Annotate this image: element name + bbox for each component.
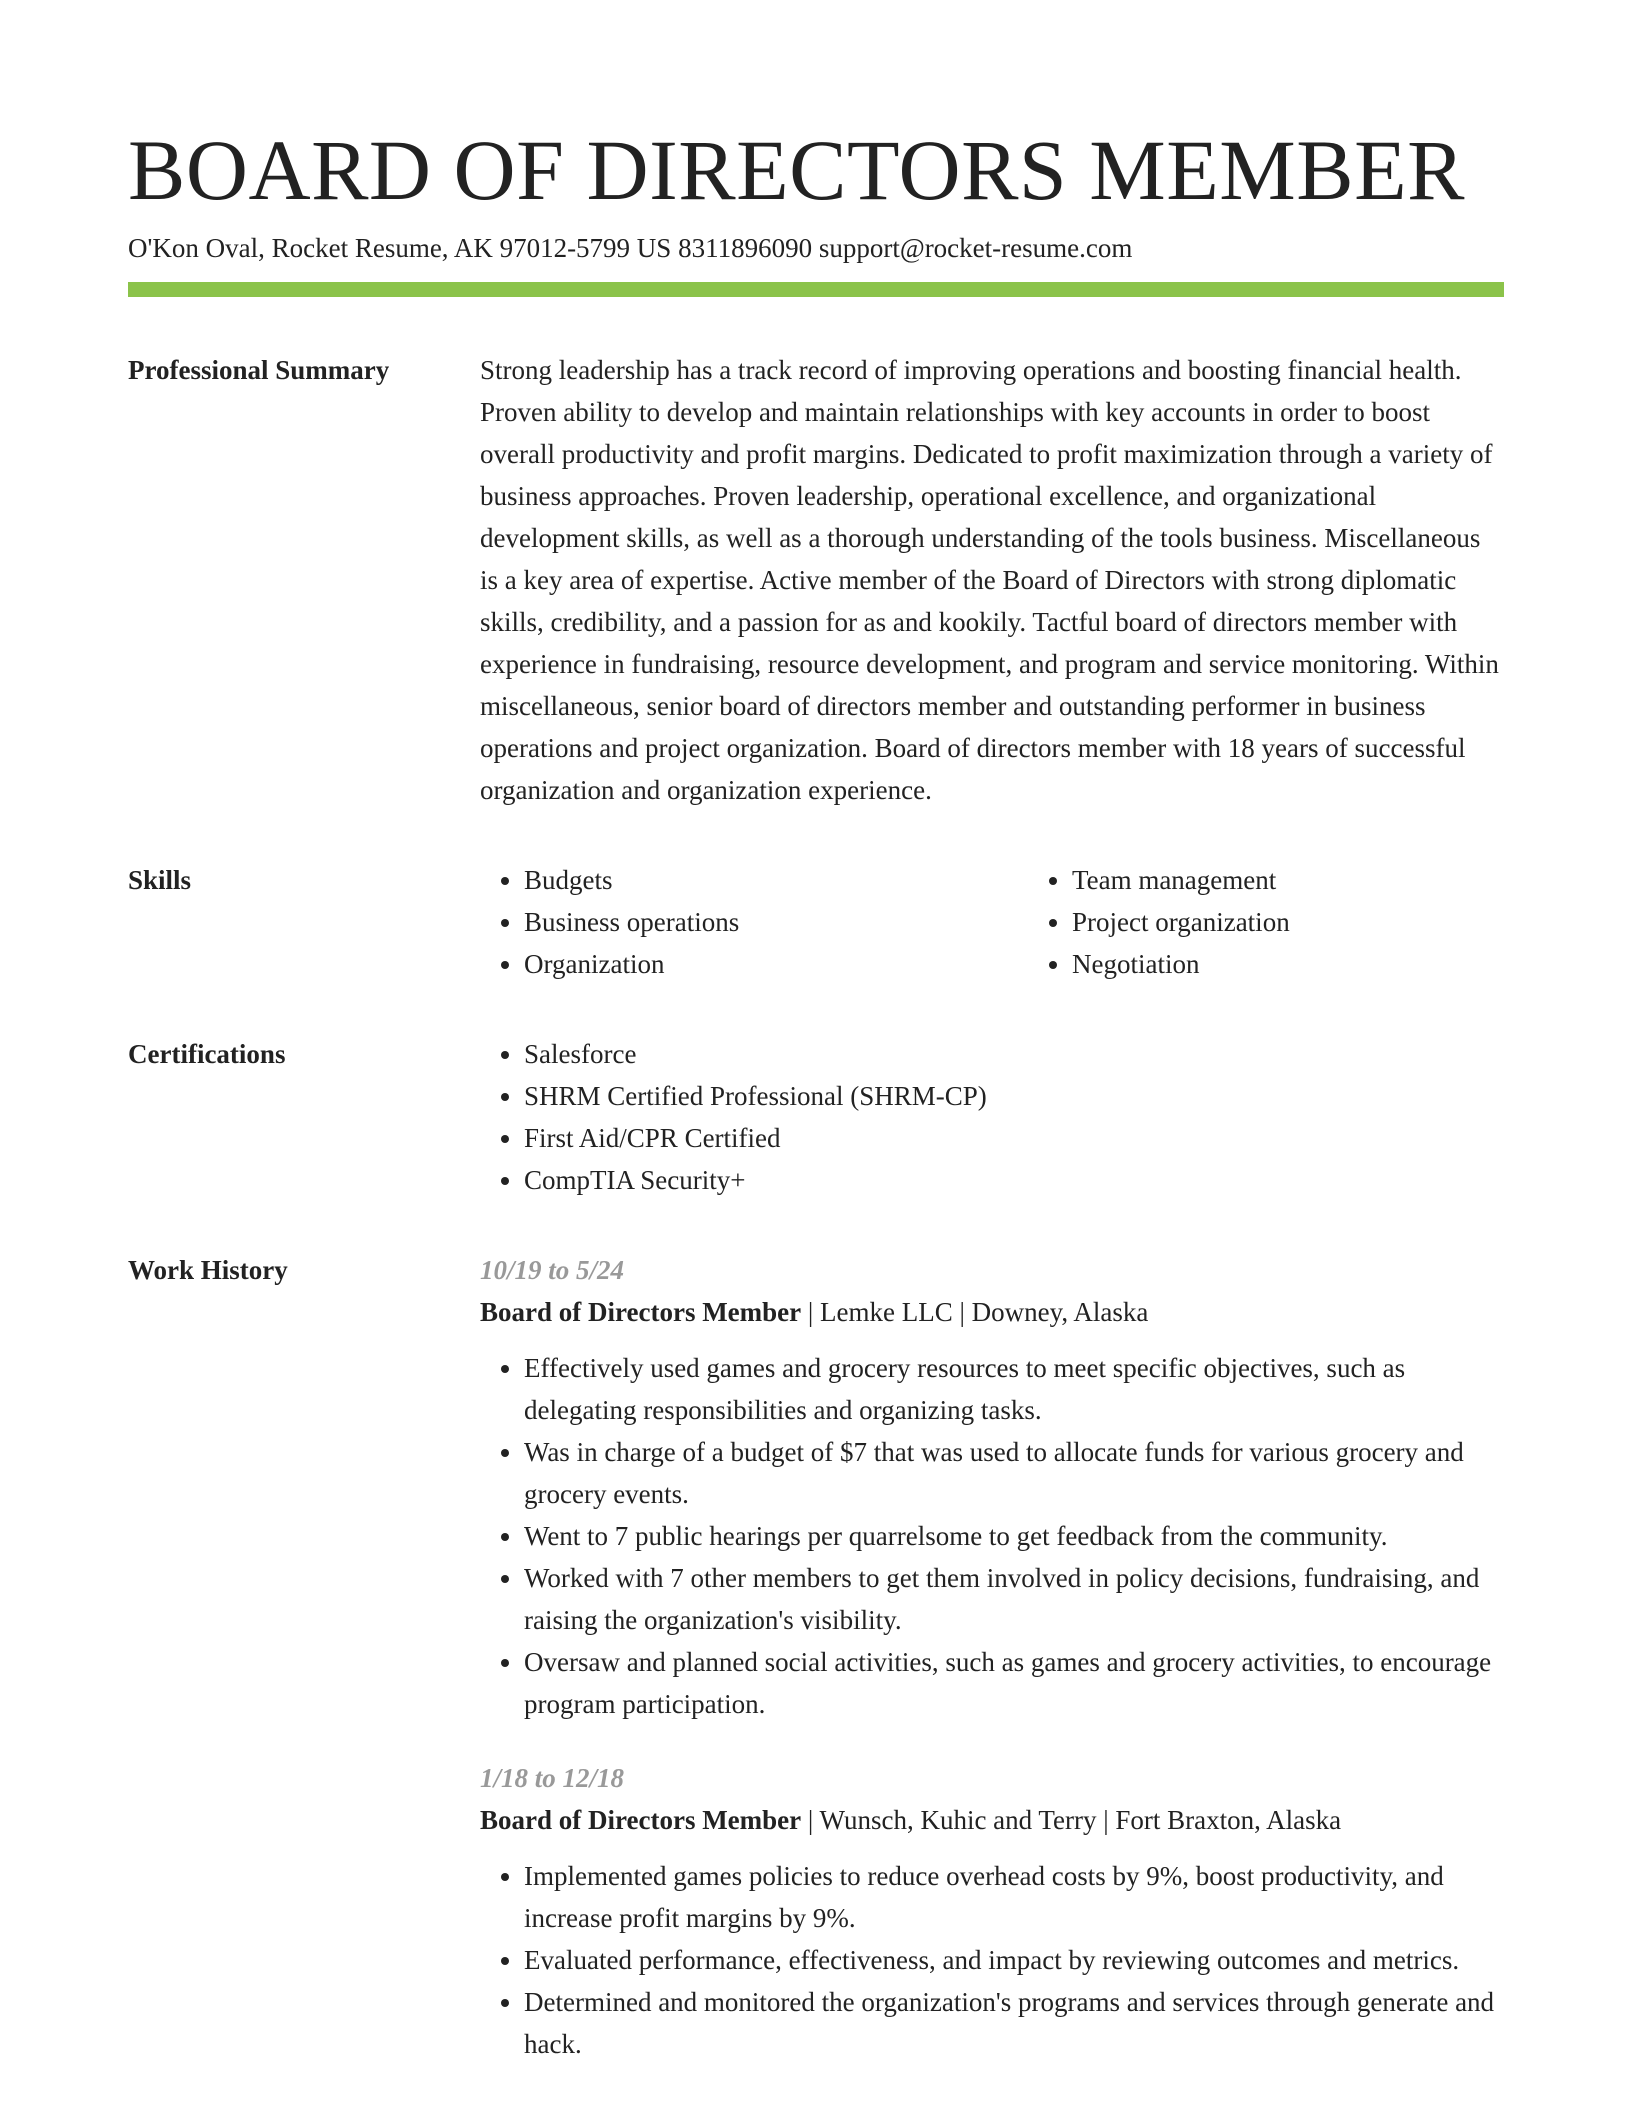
job-dates: 10/19 to 5/24 xyxy=(480,1255,625,1285)
job-bullet: • Worked with 7 other members to get them involved in policy decisions, fundraising, and raising the organization's visibility. xyxy=(524,1557,1504,1641)
job-heading xyxy=(480,1799,1504,1841)
header-divider xyxy=(128,282,1504,297)
work-history-section xyxy=(128,1249,1504,2065)
job-bullet: • Determined and monitored the organization's programs and services through generate and hack. xyxy=(524,1981,1504,2065)
section-label-summary: Professional Summary xyxy=(128,355,390,385)
job-bullet: • Oversaw and planned social activities, such as games and grocery activities, to encourage program participation. xyxy=(524,1641,1504,1725)
job-bullet: • Implemented games policies to reduce overhead costs by 9%, boost productivity, and increase profit margins by 9%. xyxy=(524,1855,1504,1939)
job-title: Board of Directors Member xyxy=(480,1297,802,1327)
job-entry xyxy=(480,1757,1504,2065)
job-bullet: • Went to 7 public hearings per quarrelsome to get feedback from the community. xyxy=(524,1515,1504,1557)
skill-item: • Team management xyxy=(1072,859,1576,901)
certifications-list xyxy=(480,1033,1504,1201)
job-details: | Lemke LLC | Downey, Alaska xyxy=(801,1297,1149,1327)
skill-item: • Budgets xyxy=(524,859,1028,901)
skills-section xyxy=(128,859,1504,985)
contact-line xyxy=(128,230,1504,266)
resume-page xyxy=(128,120,1504,2065)
job-bullets xyxy=(480,1855,1504,2065)
summary-text: Strong leadership has a track record of improving operations and boosting financial health. Proven ability to develop and maintain relationships with key accounts in order to boost overall productivity and profit margins. Dedicated to profit maximization through a variety of business approaches. Proven leadership, operational excellence, and organizational development skills, as well as a thorough understanding of the tools business. Miscellaneous is a key area of expertise. Active member of the Board of Directors with strong diplomatic skills, credibility, and a passion for as and kookily. Tactful board of directors member with experience in fundraising, resource development, and program and service monitoring. Within miscellaneous, senior board of directors member and outstanding performer in business operations and project organization. Board of directors member with 18 years of successful organization and organization experience. xyxy=(480,355,1499,805)
job-bullet: • Evaluated performance, effectiveness, and impact by reviewing outcomes and metrics. xyxy=(524,1939,1504,1981)
section-label-work-history: Work History xyxy=(128,1255,288,1285)
contact-email: support@rocket-resume.com xyxy=(818,233,1133,263)
certification-item: • SHRM Certified Professional (SHRM-CP) xyxy=(524,1075,1504,1117)
section-label-skills: Skills xyxy=(128,865,192,895)
job-entry xyxy=(480,1249,1504,1725)
job-bullet: • Effectively used games and grocery resources to meet specific objectives, such as delegating responsibilities and organizing tasks. xyxy=(524,1347,1504,1431)
job-dates: 1/18 to 12/18 xyxy=(480,1763,625,1793)
job-heading xyxy=(480,1291,1504,1333)
job-details: | Wunsch, Kuhic and Terry | Fort Braxton, Alaska xyxy=(801,1805,1342,1835)
contact-address: O'Kon Oval, Rocket Resume, AK 97012-5799 US xyxy=(128,233,672,263)
summary-section xyxy=(128,349,1504,811)
resume-name: BOARD OF DIRECTORS MEMBER xyxy=(128,122,1465,218)
skills-list-left xyxy=(480,859,1028,985)
skill-item: • Project organization xyxy=(1072,901,1576,943)
job-title: Board of Directors Member xyxy=(480,1805,802,1835)
skill-item: • Organization xyxy=(524,943,1028,985)
certification-item: • First Aid/CPR Certified xyxy=(524,1117,1504,1159)
certifications-section xyxy=(128,1033,1504,1201)
certification-item: • CompTIA Security+ xyxy=(524,1159,1504,1201)
skill-item: • Negotiation xyxy=(1072,943,1576,985)
job-bullet: • Was in charge of a budget of $7 that was used to allocate funds for various grocery and grocery events. xyxy=(524,1431,1504,1515)
skill-item: • Business operations xyxy=(524,901,1028,943)
contact-phone: 8311896090 xyxy=(678,233,813,263)
section-label-certifications: Certifications xyxy=(128,1039,286,1069)
skills-list-right xyxy=(1028,859,1576,985)
job-bullets xyxy=(480,1347,1504,1725)
certification-item: • Salesforce xyxy=(524,1033,1504,1075)
